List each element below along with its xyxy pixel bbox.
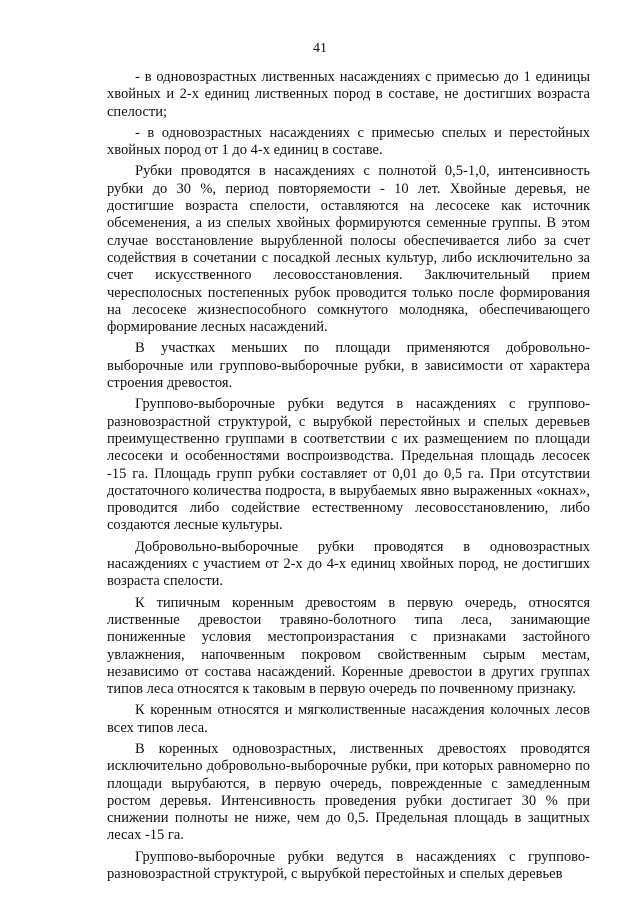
paragraph: - в одновозрастных насаждениях с примесью спелых и перестойных хвойных пород от 1 до 4-х единиц в составе. (107, 124, 590, 159)
paragraph: - в одновозрастных лиственных насаждениях с примесью до 1 единицы хвойных и 2-х единиц лиственных пород в составе, не достигших возраста спелости; (107, 69, 590, 120)
paragraph: К типичным коренным древостоям в первую очередь, относятся лиственные древостои травяно-болотного типа леса, занимающие пониженные условия местопроизрастания с признаками застойного увлажнения, напочвенным покровом свойственным сырым местам, независимо от состава насаждений. Коренные древостои в других группах типов леса относятся к таковым в первую очередь по почвенному признаку. (107, 594, 590, 698)
paragraph: Рубки проводятся в насаждениях с полнотой 0,5-1,0, интенсивность рубки до 30 %, период повторяемости - 10 лет. Хвойные деревья, не достигшие возраста спелости, оставляются на лесосеке как источник обсеменения, а из спелых хвойных формируются семенные группы. В этом случае восстановление вырубленной полосы обеспечивается либо за счет содействия в сочетании с посадкой лесных культур, либо исключительно за счет искусственного лесовосстановления. Заключительный прием чересполосных постепенных рубок проводится только после формирования на лесосеке жизнеспособного сомкнутого молодняка, обеспечивающего формирование лесных насаждений. (107, 163, 590, 336)
paragraph: В коренных одновозрастных, лиственных древостоях проводятся исключительно добровольно-выборочные рубки, при которых равномерно по площади вырубаются, в первую очередь, поврежденные с замедленным ростом деревья. Интенсивность проведения рубки достигает 30 % при снижении полноты не ниже, чем до 0,5. Предельная площадь в защитных лесах -15 га. (107, 740, 590, 844)
body-text (107, 69, 590, 887)
page-number: 41 (313, 41, 327, 56)
paragraph: Группово-выборочные рубки ведутся в насаждениях с группово-разновозрастной структурой, с вырубкой перестойных и спелых деревьев (107, 848, 590, 883)
paragraph: К коренным относятся и мягколиственные насаждения колочных лесов всех типов леса. (107, 702, 590, 736)
paragraph: Группово-выборочные рубки ведутся в насаждениях с группово-разновозрастной структурой, с вырубкой перестойных и спелых деревьев преимущественно группами в соответствии с их размещением по площади лесосеки и особенностями воспроизводства. Предельная площадь лесосек -15 га. Площадь групп рубки составляет от 0,01 до 0,5 га. При отсутствии достаточного количества подроста, в вырубаемых явно выраженных «окнах», проводится либо содействие естественному лесовосстановлению, либо создаются лесные культуры. (107, 396, 590, 534)
paragraph: Добровольно-выборочные рубки проводятся в одновозрастных насаждениях с участием от 2-х до 4-х единиц хвойных пород, не достигших возраста спелости. (107, 538, 590, 590)
paragraph: В участках меньших по площади применяются добровольно-выборочные или группово-выборочные рубки, в зависимости от характера строения древостоя. (107, 340, 590, 392)
